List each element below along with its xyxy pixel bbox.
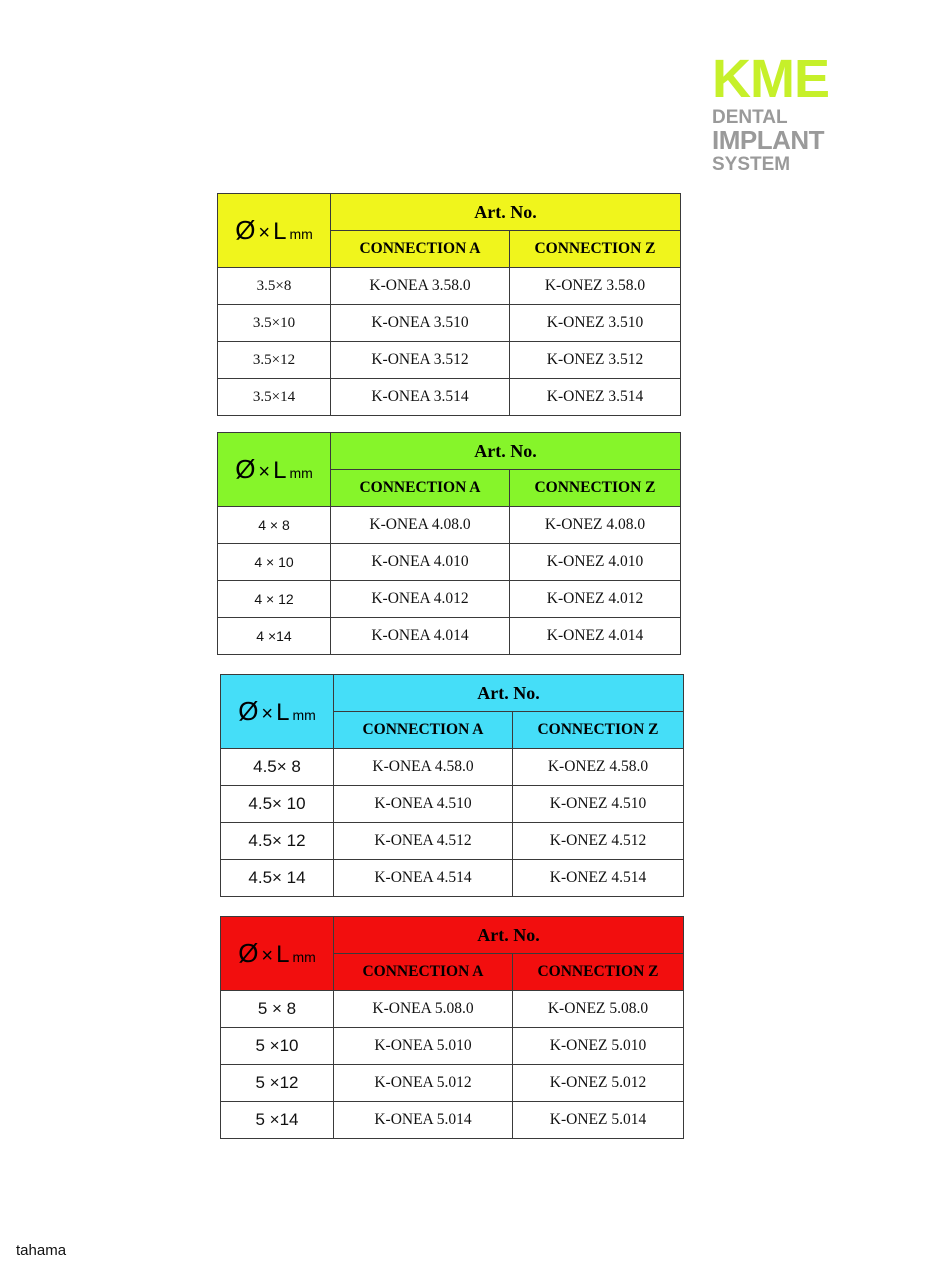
table-row xyxy=(221,860,684,897)
art-no-header: Art. No. xyxy=(334,917,684,954)
diameter-symbol: Ø xyxy=(235,215,256,245)
connection-a-header: CONNECTION A xyxy=(334,712,513,749)
connection-a-code: K-ONEA 4.58.0 xyxy=(334,749,513,786)
connection-z-code: K-ONEZ 3.512 xyxy=(510,342,681,379)
connection-a-header: CONNECTION A xyxy=(334,954,513,991)
times-symbol: × xyxy=(261,703,274,725)
logo-line-implant: IMPLANT xyxy=(712,125,825,155)
size-cell: 4.5× 12 xyxy=(221,823,334,860)
connection-a-code: K-ONEA 4.012 xyxy=(331,581,510,618)
table-row xyxy=(221,786,684,823)
connection-z-code: K-ONEZ 5.012 xyxy=(513,1065,684,1102)
connection-z-code: K-ONEZ 5.014 xyxy=(513,1102,684,1139)
length-symbol: L xyxy=(276,699,290,726)
connection-z-code: K-ONEZ 4.012 xyxy=(510,581,681,618)
table-row xyxy=(218,379,681,416)
connection-z-code: K-ONEZ 4.08.0 xyxy=(510,507,681,544)
connection-a-code: K-ONEA 3.58.0 xyxy=(331,268,510,305)
connection-z-header: CONNECTION Z xyxy=(513,954,684,991)
unit-label: mm xyxy=(289,465,313,481)
connection-a-code: K-ONEA 3.514 xyxy=(331,379,510,416)
unit-label: mm xyxy=(289,226,313,242)
length-symbol: L xyxy=(273,218,287,245)
connection-a-header: CONNECTION A xyxy=(331,231,510,268)
size-cell: 4.5× 10 xyxy=(221,786,334,823)
size-cell: 4 × 10 xyxy=(218,544,331,581)
size-cell: 4.5× 8 xyxy=(221,749,334,786)
spec-table-4-0 xyxy=(217,432,681,655)
unit-label: mm xyxy=(292,707,316,723)
connection-z-code: K-ONEZ 4.58.0 xyxy=(513,749,684,786)
connection-z-code: K-ONEZ 4.010 xyxy=(510,544,681,581)
connection-a-code: K-ONEA 4.510 xyxy=(334,786,513,823)
table-row xyxy=(221,1028,684,1065)
connection-z-code: K-ONEZ 5.08.0 xyxy=(513,991,684,1028)
dimension-header xyxy=(218,194,331,268)
connection-a-code: K-ONEA 3.512 xyxy=(331,342,510,379)
connection-z-code: K-ONEZ 4.014 xyxy=(510,618,681,655)
table-row xyxy=(218,618,681,655)
logo-line-dental: DENTAL xyxy=(712,107,788,128)
connection-a-code: K-ONEA 4.014 xyxy=(331,618,510,655)
size-cell: 5 ×10 xyxy=(221,1028,334,1065)
connection-a-code: K-ONEA 4.08.0 xyxy=(331,507,510,544)
size-cell: 4 × 8 xyxy=(218,507,331,544)
table-row xyxy=(221,749,684,786)
connection-z-code: K-ONEZ 4.512 xyxy=(513,823,684,860)
connection-z-code: K-ONEZ 4.510 xyxy=(513,786,684,823)
table-row xyxy=(218,342,681,379)
connection-z-header: CONNECTION Z xyxy=(510,470,681,507)
connection-a-code: K-ONEA 4.514 xyxy=(334,860,513,897)
connection-a-code: K-ONEA 3.510 xyxy=(331,305,510,342)
size-cell: 4 ×14 xyxy=(218,618,331,655)
table-row xyxy=(221,823,684,860)
connection-a-code: K-ONEA 5.012 xyxy=(334,1065,513,1102)
art-no-header: Art. No. xyxy=(331,433,681,470)
length-symbol: L xyxy=(276,941,290,968)
connection-a-code: K-ONEA 4.010 xyxy=(331,544,510,581)
table-row xyxy=(221,991,684,1028)
times-symbol: × xyxy=(258,222,271,244)
spec-table-4-5 xyxy=(220,674,684,897)
size-cell: 5 ×12 xyxy=(221,1065,334,1102)
connection-z-code: K-ONEZ 4.514 xyxy=(513,860,684,897)
size-cell: 3.5×8 xyxy=(218,268,331,305)
logo-line-system: SYSTEM xyxy=(712,154,791,175)
art-no-header: Art. No. xyxy=(334,675,684,712)
footer-username: tahama xyxy=(16,1242,67,1259)
size-cell: 5 × 8 xyxy=(221,991,334,1028)
times-symbol: × xyxy=(258,461,271,483)
connection-a-code: K-ONEA 5.010 xyxy=(334,1028,513,1065)
art-no-header: Art. No. xyxy=(331,194,681,231)
size-cell: 4 × 12 xyxy=(218,581,331,618)
connection-a-code: K-ONEA 5.08.0 xyxy=(334,991,513,1028)
connection-z-code: K-ONEZ 3.510 xyxy=(510,305,681,342)
size-cell: 3.5×10 xyxy=(218,305,331,342)
kme-logo xyxy=(712,49,892,175)
connection-z-code: K-ONEZ 5.010 xyxy=(513,1028,684,1065)
connection-a-code: K-ONEA 5.014 xyxy=(334,1102,513,1139)
unit-label: mm xyxy=(292,949,316,965)
size-cell: 5 ×14 xyxy=(221,1102,334,1139)
size-cell: 3.5×14 xyxy=(218,379,331,416)
connection-a-header: CONNECTION A xyxy=(331,470,510,507)
connection-z-code: K-ONEZ 3.58.0 xyxy=(510,268,681,305)
table-row xyxy=(218,581,681,618)
diameter-symbol: Ø xyxy=(238,938,259,968)
length-symbol: L xyxy=(273,457,287,484)
size-cell: 4.5× 14 xyxy=(221,860,334,897)
table-row xyxy=(218,507,681,544)
logo-brand: KME xyxy=(712,49,829,109)
connection-z-code: K-ONEZ 3.514 xyxy=(510,379,681,416)
diameter-symbol: Ø xyxy=(235,454,256,484)
dimension-header xyxy=(218,433,331,507)
spec-table-5-0 xyxy=(220,916,684,1139)
connection-z-header: CONNECTION Z xyxy=(513,712,684,749)
dimension-header xyxy=(221,675,334,749)
table-row xyxy=(218,544,681,581)
diameter-symbol: Ø xyxy=(238,696,259,726)
table-row xyxy=(218,268,681,305)
connection-z-header: CONNECTION Z xyxy=(510,231,681,268)
dimension-header xyxy=(221,917,334,991)
size-cell: 3.5×12 xyxy=(218,342,331,379)
table-row xyxy=(218,305,681,342)
table-row xyxy=(221,1065,684,1102)
spec-table-3-5 xyxy=(217,193,681,416)
connection-a-code: K-ONEA 4.512 xyxy=(334,823,513,860)
times-symbol: × xyxy=(261,945,274,967)
table-row xyxy=(221,1102,684,1139)
